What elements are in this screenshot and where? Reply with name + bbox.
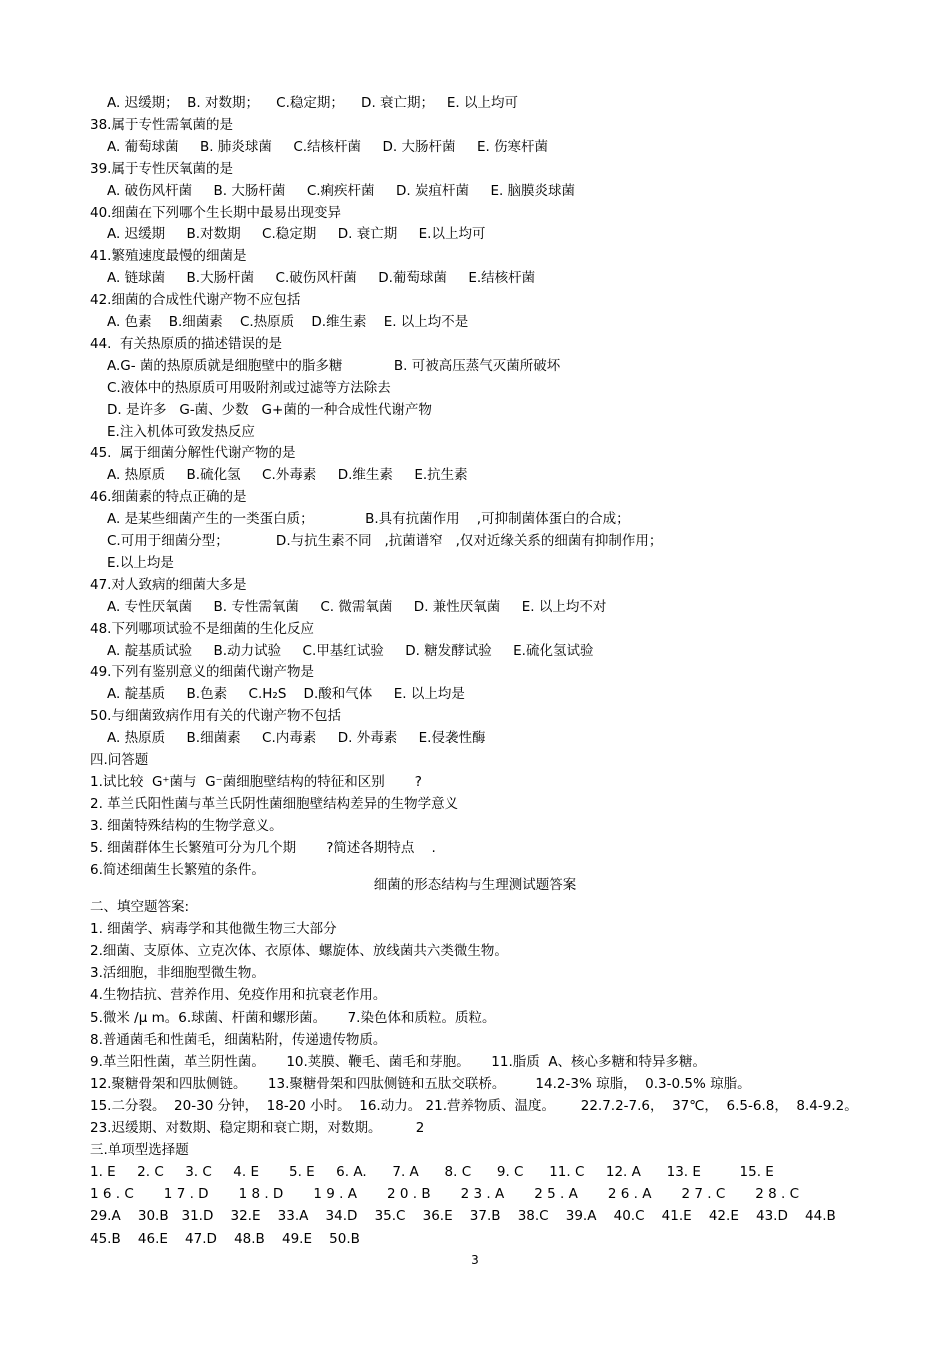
option-line: A. 专性厌氧菌 B. 专性需氧菌 C. 微需氧菌 D. 兼性厌氧菌 E. 以上均不对: [107, 598, 607, 615]
answer-line: 15.二分裂。 20-30 分钟， 18-20 小时。 16.动力。 21.营养物质、温度。 22.7.2-7.6， 37℃， 6.5-6.8， 8.4-9.2。: [90, 1097, 858, 1114]
answer-line: 二、填空题答案:: [90, 899, 190, 915]
question-line: 2. 革兰氏阳性菌与革兰氏阴性菌细胞壁结构差异的生物学意义: [90, 795, 459, 812]
option-line: A. 破伤风杆菌 B. 大肠杆菌 C.痢疾杆菌 D. 炭疽杆菌 E. 脑膜炎球菌: [107, 182, 576, 199]
option-line: A. 热原质 B.硫化氢 C.外毒素 D.维生素 E.抗生素: [107, 467, 468, 484]
question-line: 45. 属于细菌分解性代谢产物的是: [90, 445, 296, 462]
option-line: A. 迟缓期 B.对数期 C.稳定期 D. 衰亡期 E.以上均可: [107, 226, 486, 243]
question-line: 40.细菌在下列哪个生长期中最易出现变异: [90, 204, 341, 221]
option-line: A. 靛基质 B.色素 C.H₂S D.酸和气体 E. 以上均是: [107, 686, 465, 703]
answer-line: 9.革兰阳性菌，革兰阴性菌。 10.荚膜、鞭毛、菌毛和芽胞。 11.脂质 A、核心多糖和特异多糖。: [90, 1053, 707, 1070]
question-line: 44. 有关热原质的描述错误的是: [90, 335, 283, 352]
answer-title: 细菌的形态结构与生理测试题答案: [373, 877, 577, 893]
option-line: A. 热原质 B.细菌素 C.内毒素 D. 外毒素 E.侵袭性酶: [107, 730, 486, 747]
question-line: 48.下列哪项试验不是细菌的生化反应: [90, 620, 314, 637]
option-line: A. 靛基质试验 B.动力试验 C.甲基红试验 D. 糖发酵试验 E.硫化氢试验: [107, 642, 594, 659]
option-line: C.液体中的热原质可用吸附剂或过滤等方法除去: [107, 379, 391, 396]
answer-line: 23.迟缓期、对数期、稳定期和衰亡期，对数期。 2: [90, 1120, 425, 1136]
question-line: 49.下列有鉴别意义的细菌代谢产物是: [90, 664, 314, 681]
question-line: 5. 细菌群体生长繁殖可分为几个期 ?简述各期特点 .: [90, 839, 436, 856]
answer-line: 1 6 . C 1 7 . D 1 8 . D 1 9 . A 2 0 . B 2 3 . A 2 5 . A 2 6 . A 2 7 . C 2 8 . C: [90, 1186, 800, 1203]
answer-line: 5.微米 /μ m。6.球菌、杆菌和螺形菌。 7.染色体和质粒。质粒。: [90, 1009, 496, 1026]
question-line: 46.细菌素的特点正确的是: [90, 489, 247, 506]
option-line: A. 葡萄球菌 B. 肺炎球菌 C.结核杆菌 D. 大肠杆菌 E. 伤寒杆菌: [107, 138, 549, 155]
option-line: A. 是某些细菌产生的一类蛋白质； B.具有抗菌作用 ,可抑制菌体蛋白的合成；: [107, 511, 630, 528]
question-line: 42.细菌的合成性代谢产物不应包括: [90, 292, 301, 309]
option-line: E.注入机体可致发热反应: [107, 423, 255, 440]
question-line: 1.试比较 G⁺菌与 G⁻菌细胞壁结构的特征和区别 ?: [90, 773, 422, 790]
question-line: 四.问答题: [90, 752, 149, 768]
answer-line: 8.普通菌毛和性菌毛，细菌粘附，传递遗传物质。: [90, 1031, 387, 1048]
page-number: 3: [471, 1253, 479, 1267]
option-line: E.以上均是: [107, 554, 174, 571]
answer-line: 45.B 46.E 47.D 48.B 49.E 50.B: [90, 1230, 360, 1247]
question-line: 39.属于专性厌氧菌的是: [90, 160, 233, 177]
option-line: C.可用于细菌分型； D.与抗生素不同 ,抗菌谱窄 ,仅对近缘关系的细菌有抑制作用；: [107, 533, 663, 549]
option-line: A. 色素 B.细菌素 C.热原质 D.维生素 E. 以上均不是: [107, 314, 469, 330]
answer-line: 1. 细菌学、病毒学和其他微生物三大部分: [90, 921, 337, 938]
option-line: D. 是许多 G-菌、少数 G+菌的一种合成性代谢产物: [107, 401, 432, 418]
answer-line: 3.活细胞，非细胞型微生物。: [90, 965, 265, 982]
answer-line: 12.聚糖骨架和四肽侧链。 13.聚糖骨架和四肽侧链和五肽交联桥。 14.2-3% 琼脂， 0.3-0.5% 琼脂。: [90, 1075, 751, 1092]
answer-line: 29.A 30.B 31.D 32.E 33.A 34.D 35.C 36.E 37.B 38.C 39.A 40.C 41.E 42.E 43.D 44.B: [90, 1208, 836, 1225]
option-line: A.G- 菌的热原质就是细胞壁中的脂多糖 B. 可被高压蒸气灭菌所破坏: [107, 357, 561, 374]
option-line: A. 迟缓期； B. 对数期； C.稳定期； D. 衰亡期； E. 以上均可: [107, 95, 519, 111]
answer-line: 2.细菌、支原体、立克次体、衣原体、螺旋体、放线菌共六类微生物。: [90, 943, 508, 960]
answer-line: 三.单项型选择题: [90, 1142, 189, 1159]
question-line: 41.繁殖速度最慢的细菌是: [90, 248, 247, 265]
question-line: 47.对人致病的细菌大多是: [90, 576, 247, 593]
question-line: 50.与细菌致病作用有关的代谢产物不包括: [90, 708, 341, 725]
option-line: A. 链球菌 B.大肠杆菌 C.破伤风杆菌 D.葡萄球菌 E.结核杆菌: [107, 270, 536, 287]
question-line: 3. 细菌特殊结构的生物学意义。: [90, 817, 283, 834]
answer-line: 4.生物拮抗、营养作用、免疫作用和抗衰老作用。: [90, 987, 387, 1004]
answer-line: 1. E 2. C 3. C 4. E 5. E 6. A. 7. A 8. C 9. C 11. C 12. A 13. E 15. E: [90, 1164, 774, 1181]
question-line: 6.简述细菌生长繁殖的条件。: [90, 861, 265, 878]
question-line: 38.属于专性需氧菌的是: [90, 116, 233, 133]
